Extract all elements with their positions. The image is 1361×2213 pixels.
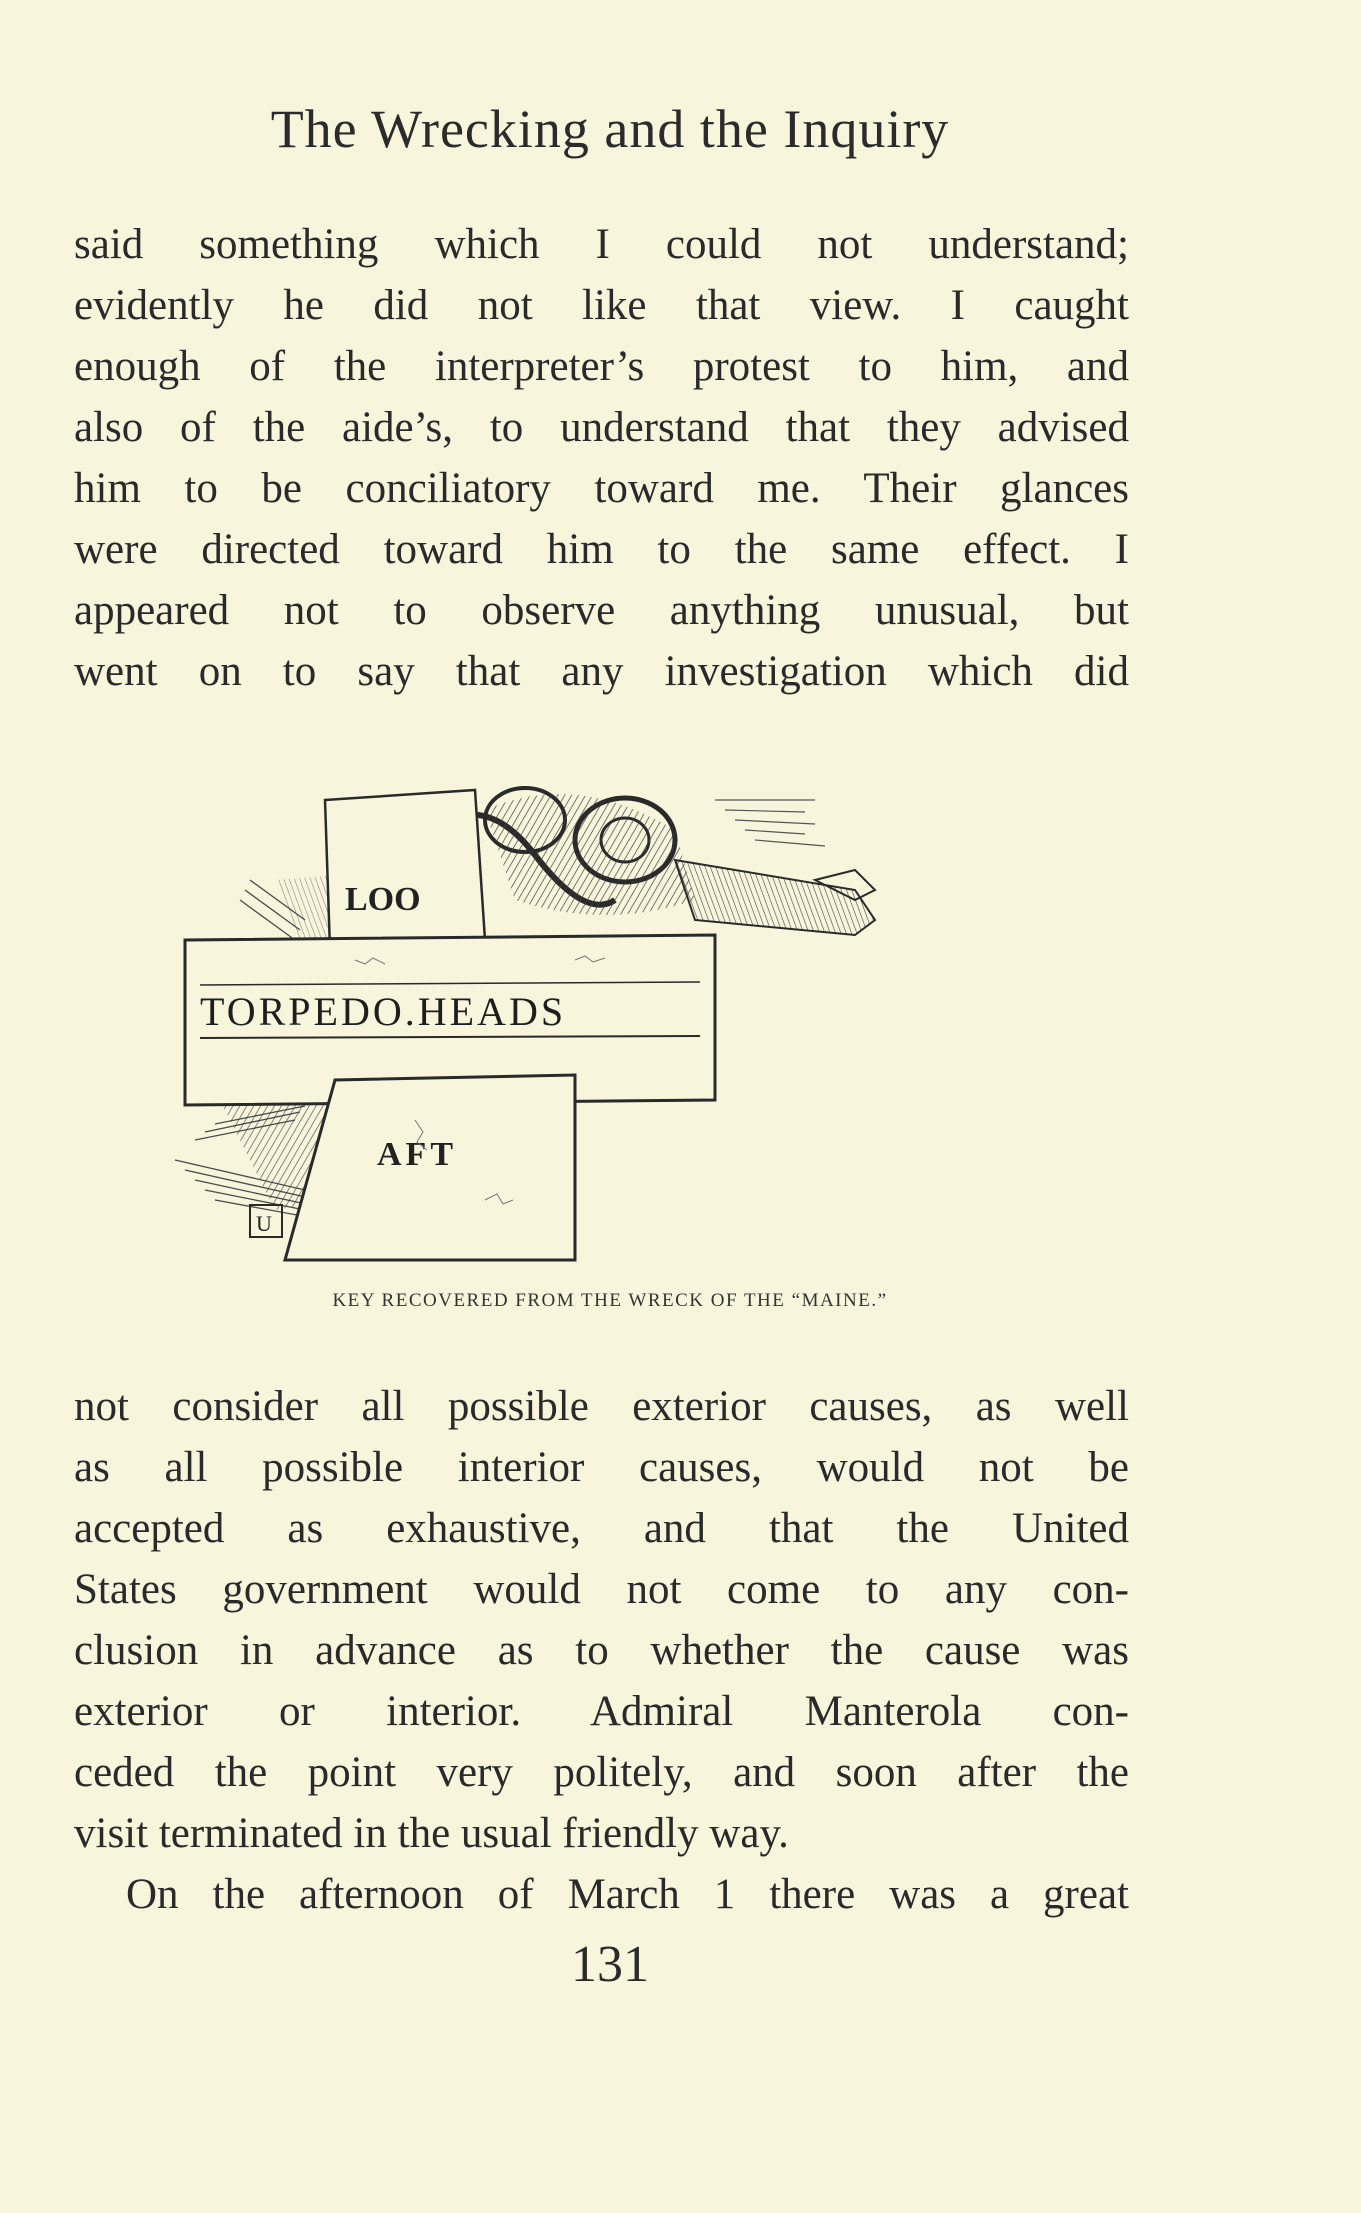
text-line: also of the aide’s, to understand that they advised bbox=[74, 404, 1129, 451]
text-line: said something which I could not understand; bbox=[74, 221, 1129, 268]
text-line: him to be conciliatory toward me. Their glances bbox=[74, 465, 1129, 512]
tag-top bbox=[325, 790, 485, 950]
stamp-text: U bbox=[256, 1211, 272, 1236]
text-line: went on to say that any investigation which did bbox=[74, 648, 1129, 695]
text-line: appeared not to observe anything unusual, but bbox=[74, 587, 1129, 634]
key-illustration bbox=[155, 760, 1055, 1280]
tag-main-text: TORPEDO.HEADS bbox=[200, 989, 567, 1034]
running-head: The Wrecking and the Inquiry bbox=[270, 99, 950, 159]
tag-lower-text: AFT bbox=[377, 1136, 457, 1173]
text-line: clusion in advance as to whether the cause was bbox=[74, 1627, 1129, 1674]
text-line: ceded the point very politely, and soon after the bbox=[74, 1749, 1129, 1796]
page-number: 131 bbox=[571, 1936, 649, 1993]
text-line: visit terminated in the usual friendly way. bbox=[74, 1810, 789, 1857]
text-line: evidently he did not like that view. I caught bbox=[74, 282, 1129, 329]
text-line: were directed toward him to the same effect. I bbox=[74, 526, 1129, 573]
text-line: States government would not come to any con- bbox=[74, 1566, 1129, 1613]
text-line: accepted as exhaustive, and that the United bbox=[74, 1505, 1129, 1552]
text-line: exterior or interior. Admiral Manterola con- bbox=[74, 1688, 1129, 1735]
paragraph-top bbox=[74, 214, 1129, 702]
shading-strokes-right bbox=[715, 800, 825, 846]
text-line: as all possible interior causes, would not be bbox=[74, 1444, 1129, 1491]
paragraph-start-line: On the afternoon of March 1 there was a great bbox=[126, 1871, 1129, 1918]
key-shaft bbox=[675, 860, 875, 935]
tag-top-text: LOO bbox=[345, 881, 421, 918]
paragraph-bottom bbox=[74, 1376, 1129, 1925]
figure-caption: KEY RECOVERED FROM THE WRECK OF THE “MAINE.” bbox=[332, 1290, 888, 1311]
text-line: enough of the interpreter’s protest to him, and bbox=[74, 343, 1129, 390]
text-line: not consider all possible exterior causes, as well bbox=[74, 1383, 1129, 1430]
tag-lower bbox=[285, 1075, 575, 1260]
